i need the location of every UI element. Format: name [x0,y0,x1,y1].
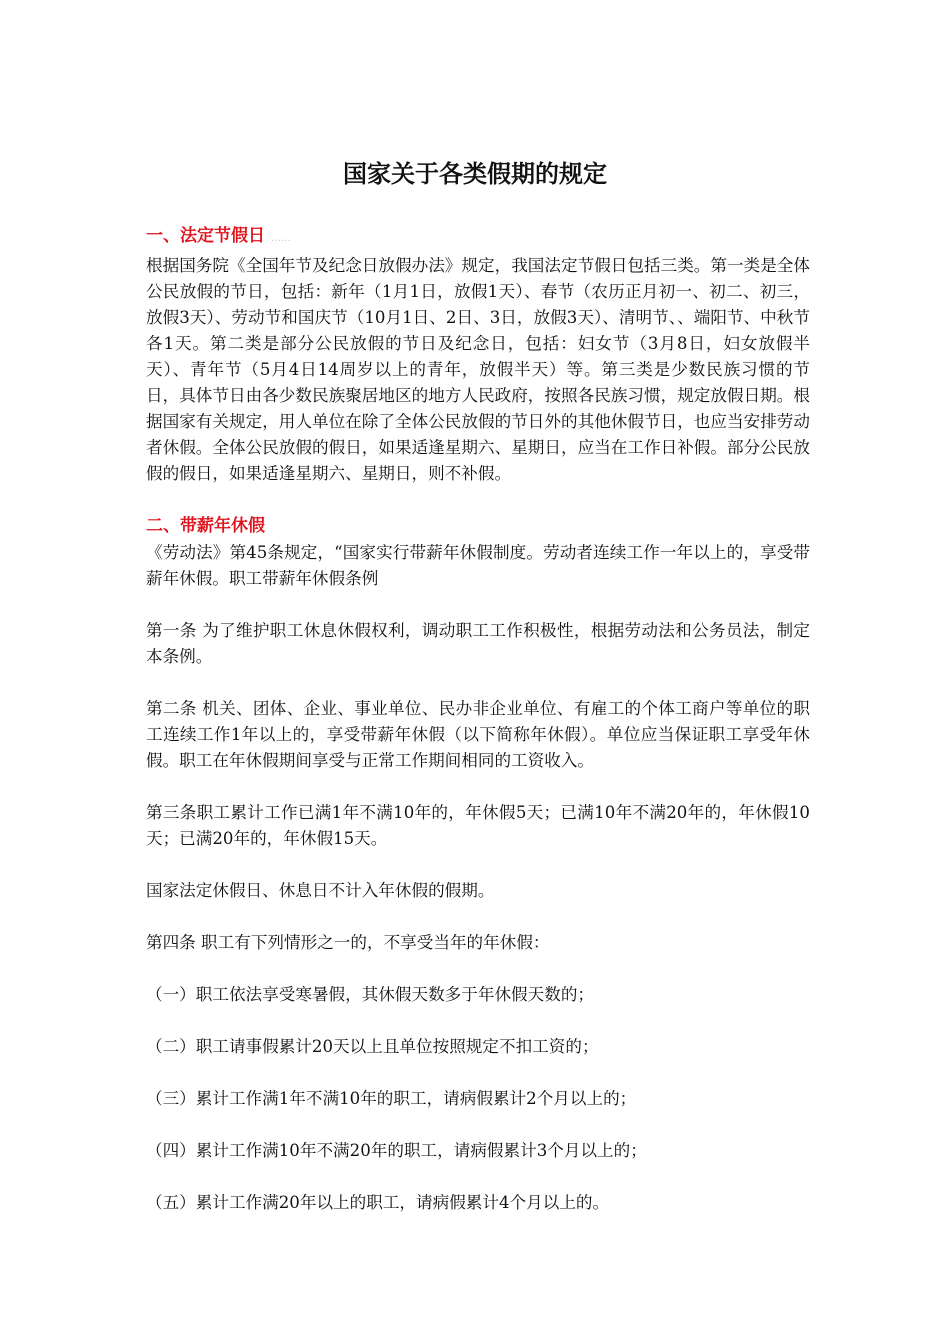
list-item: （五）累计工作满20年以上的职工，请病假累计4个月以上的。 [146,1193,610,1212]
article-paragraph: 国家法定休假日、休息日不计入年休假的假期。 [146,881,495,900]
list-item: （三）累计工作满1年不满10年的职工，请病假累计2个月以上的； [146,1089,637,1108]
section-heading-text: 一、法定节假日 [146,226,265,246]
section-heading-annual-leave: 二、带薪年休假 [146,516,265,536]
heading-mark: …… [271,233,291,244]
page-title: 国家关于各类假期的规定 [343,160,607,188]
section-paragraph: 根据国务院《全国年节及纪念日放假办法》规定，我国法定节假日包括三类。第一类是全体公民放假的节日，包括：新年（1月1日，放假1天）、春节（农历正月初一、初二、初三，放假3天）、劳动节和国庆节（10月1日、2日、3日，放假3天）、清明节、、端阳节、中秋节各1天。第二类是部分公民放假的节日及纪念日，包括：妇女节（3月8日，妇女放假半天）、青年节（5月4日14周岁以上的青年，放假半天）等。第三类是少数民族习惯的节日，具体节日由各少数民族聚居地区的地方人民政府，按照各民族习惯，规定放假日期。根据国家有关规定，用人单位在除了全体公民放假的节日外的其他休假节日，也应当安排劳动者休假。全体公民放假的假日，如果适逢星期六、星期日，应当在工作日补假。部分公民放假的假日，如果适逢星期六、星期日，则不补假。 [146,256,810,483]
list-item: （二）职工请事假累计20天以上且单位按照规定不扣工资的； [146,1037,599,1056]
article-paragraph: 第四条 职工有下列情形之一的，不享受当年的年休假： [146,933,550,952]
section-heading-holidays [146,222,810,253]
article-paragraph: 第二条 机关、团体、企业、事业单位、民办非企业单位、有雇工的个体工商户等单位的职工连续工作1年以上的，享受带薪年休假（以下简称年休假）。单位应当保证职工享受年休假。职工在年休假期间享受与正常工作期间相同的工资收入。 [146,699,810,770]
list-item: （四）累计工作满10年不满20年的职工，请病假累计3个月以上的； [146,1141,647,1160]
document-body [146,222,810,1216]
section-paragraph: 《劳动法》第45条规定，“国家实行带薪年休假制度。劳动者连续工作一年以上的，享受带薪年休假。职工带薪年休假条例 [146,543,810,588]
article-paragraph: 第一条 为了维护职工休息休假权利，调动职工工作积极性，根据劳动法和公务员法，制定本条例。 [146,621,810,666]
article-paragraph: 第三条职工累计工作已满1年不满10年的，年休假5天；已满10年不满20年的，年休假10天；已满20年的，年休假15天。 [146,803,810,848]
list-item: （一）职工依法享受寒暑假，其休假天数多于年休假天数的； [146,985,595,1004]
